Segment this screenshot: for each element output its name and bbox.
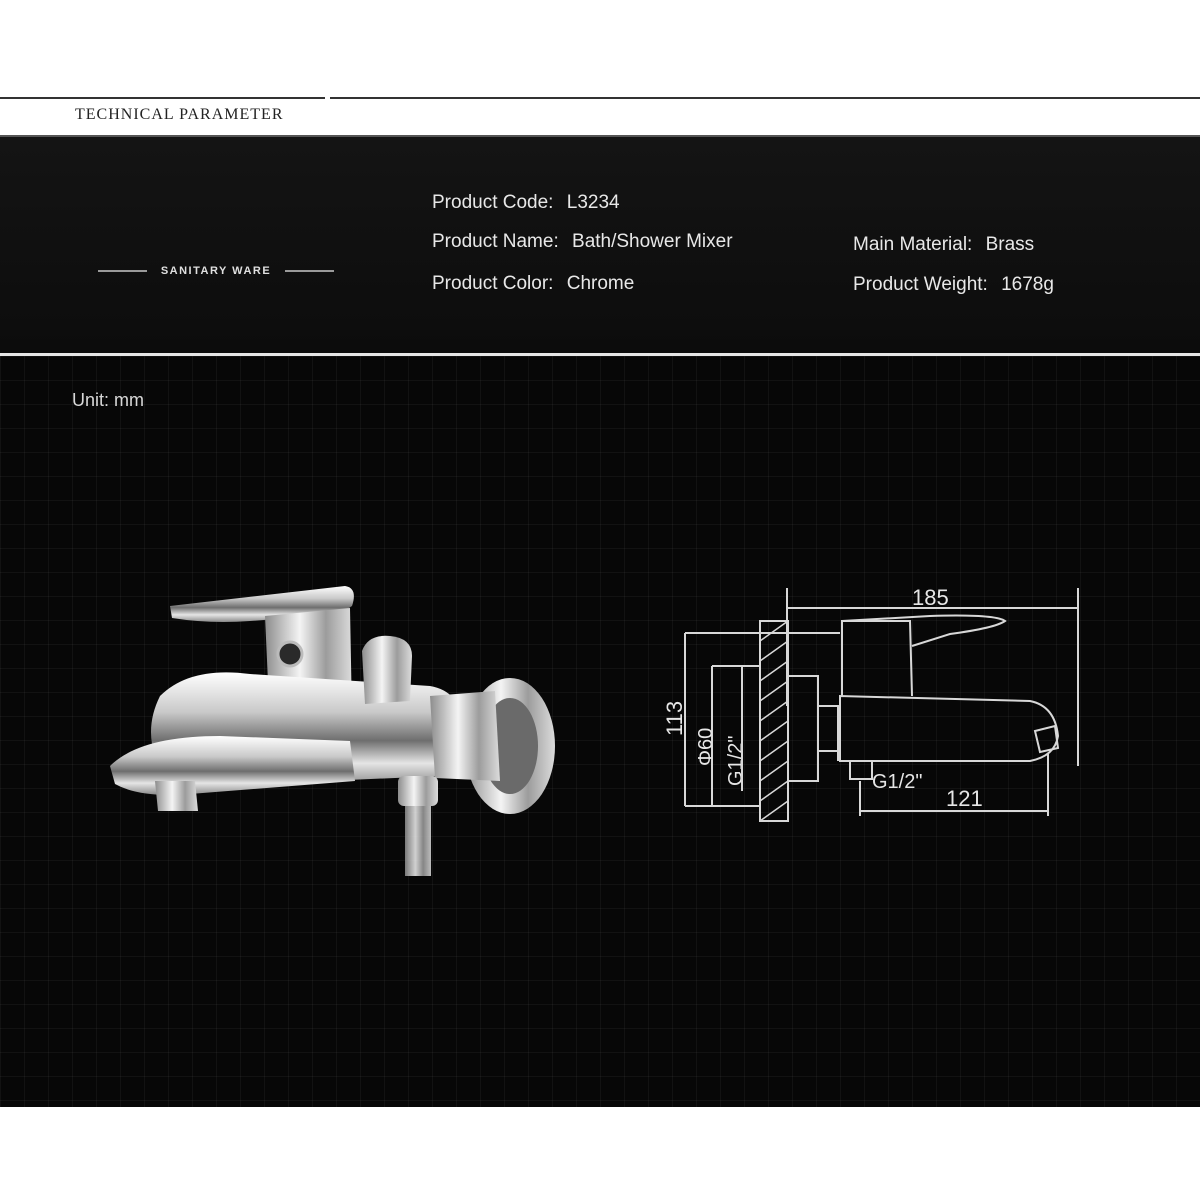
spec-product-color — [432, 273, 634, 295]
spout-outlet — [155, 781, 198, 811]
spec-label: Product Weight: — [853, 274, 988, 295]
body-connector — [430, 691, 500, 781]
section-title: TECHNICAL PARAMETER — [75, 106, 284, 123]
dim-outlet-thread-label: G1/2" — [872, 771, 923, 793]
spec-main-material — [853, 234, 1034, 256]
dim-113-label: 113 — [662, 700, 687, 736]
category-rule-right — [285, 270, 334, 272]
indicator-dot — [278, 642, 302, 666]
spec-label: Main Material: — [853, 234, 973, 255]
bottom-outlet-outline — [850, 761, 872, 779]
dim-inlet-thread-label: G1/2" — [725, 735, 747, 786]
spout-tip-outline — [1035, 726, 1058, 752]
spec-value: Chrome — [566, 273, 635, 294]
spec-product-name — [432, 231, 733, 253]
category-label — [98, 261, 334, 281]
mixer-line-drawing — [650, 576, 1100, 866]
spec-value: Brass — [985, 234, 1035, 255]
body-outline — [840, 696, 1058, 761]
drawing-panel — [0, 353, 1200, 1110]
bottom-margin — [0, 1107, 1200, 1200]
spec-value: Bath/Shower Mixer — [572, 231, 733, 252]
shower-hose — [405, 806, 431, 876]
spec-value: 1678g — [1001, 274, 1054, 295]
escutcheon-outline — [788, 676, 818, 781]
header-rule-left — [0, 97, 325, 99]
category-rule-left — [98, 270, 147, 272]
diverter-knob — [362, 636, 412, 704]
mixer-product-photo — [100, 566, 570, 906]
lever-outline — [842, 616, 1005, 646]
category-text: SANITARY WARE — [160, 265, 272, 277]
wall-hatching — [760, 621, 788, 821]
shower-outlet — [398, 776, 438, 806]
dim-185-label: 185 — [912, 585, 949, 610]
unit-label: Unit: mm — [72, 390, 144, 410]
spec-product-code — [432, 192, 620, 214]
connector-outline — [818, 706, 840, 751]
dim-121-label: 121 — [946, 786, 983, 811]
spec-band — [0, 135, 1200, 355]
spec-label: Product Name: — [432, 231, 559, 252]
spec-label: Product Code: — [432, 192, 554, 213]
spout — [110, 736, 355, 795]
spec-label: Product Color: — [432, 273, 554, 294]
header-rule-right — [330, 97, 1200, 99]
dim-phi60-label: Φ60 — [695, 727, 717, 766]
spec-product-weight — [853, 274, 1054, 296]
spec-value: L3234 — [566, 192, 620, 213]
cartridge-outline — [842, 621, 912, 696]
